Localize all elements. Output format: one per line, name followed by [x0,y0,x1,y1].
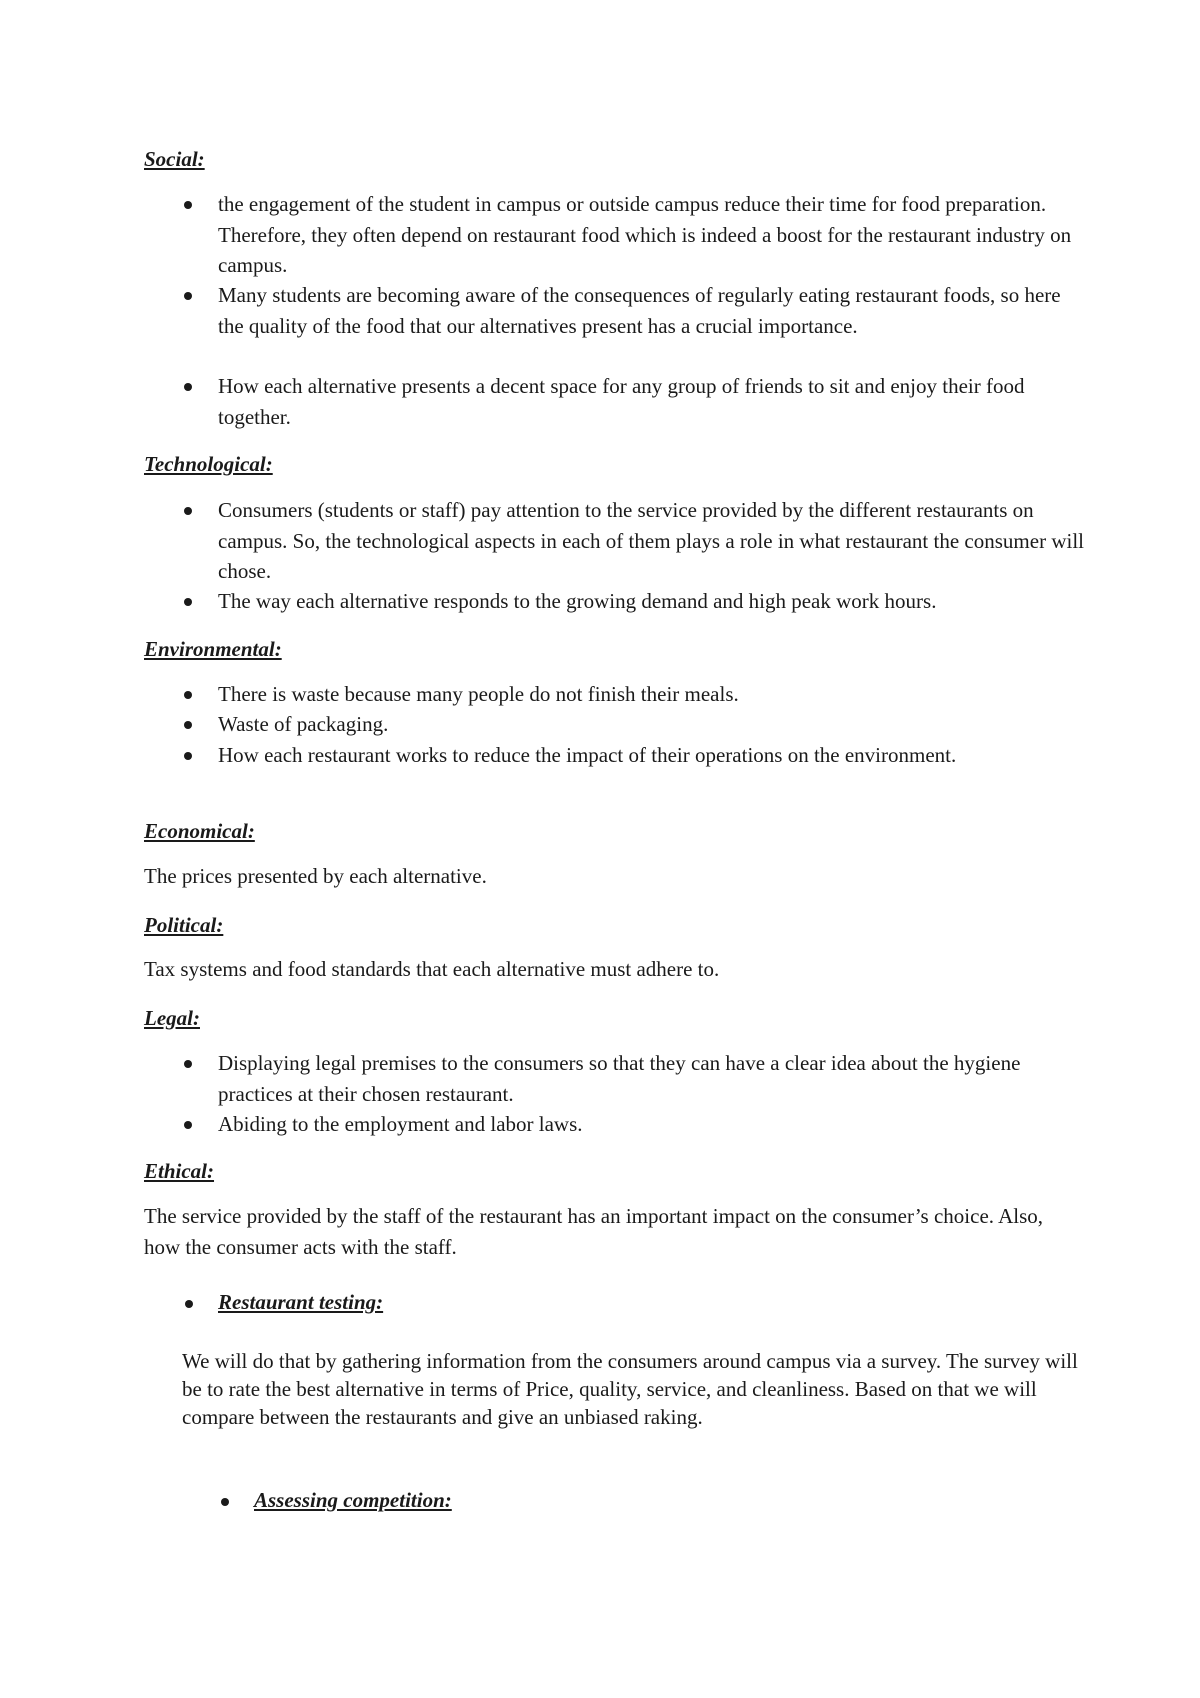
economical-text: The prices presented by each alternative. [144,864,487,888]
environmental-bullet-3: How each restaurant works to reduce the impact of their operations on the environment. [218,743,957,767]
technological-bullet-2: The way each alternative responds to the growing demand and high peak work hours. [218,589,937,613]
bullet-icon [184,1060,192,1068]
restaurant-testing-heading: Restaurant testing: [218,1290,384,1314]
bullet-icon [184,598,192,606]
social-bullet-1: the engagement of the student in campus or outside campus reduce their time for food preparation. Therefore, they often depend on restaurant food which is indeed a boost for the restaurant industry on campus. [218,192,1072,277]
technological-heading: Technological: [144,452,273,476]
restaurant-testing-text: We will do that by gathering information from the consumers around campus via a survey. The survey will be to rate the best alternative in terms of Price, quality, service, and cleanliness. Based on that we will compare between the restaurants and give an unbiased raking. [182,1349,1078,1429]
bullet-icon [184,292,192,300]
bullet-icon [184,752,192,760]
social-bullet-3: How each alternative presents a decent space for any group of friends to sit and enjoy their food together. [218,374,1025,429]
environmental-heading: Environmental: [144,637,282,661]
political-text: Tax systems and food standards that each alternative must adhere to. [144,957,720,981]
environmental-bullet-2: Waste of packaging. [218,712,389,736]
bullet-icon [221,1498,229,1506]
bullet-icon [184,201,192,209]
economical-heading: Economical: [144,819,255,843]
legal-heading: Legal: [144,1006,200,1030]
assessing-competition-heading: Assessing competition: [254,1488,452,1512]
social-bullet-2: Many students are becoming aware of the consequences of regularly eating restaurant foods, so here the quality of the food that our alternatives present has a crucial importance. [218,283,1061,338]
social-heading: Social: [144,147,205,171]
bullet-icon [184,721,192,729]
ethical-text: The service provided by the staff of the restaurant has an important impact on the consumer’s choice. Also, how the consumer acts with the staff. [144,1204,1044,1259]
bullet-icon [184,507,192,515]
bullet-icon [184,691,192,699]
environmental-bullet-1: There is waste because many people do not finish their meals. [218,682,739,706]
legal-bullet-2: Abiding to the employment and labor laws. [218,1112,583,1136]
political-heading: Political: [144,913,224,937]
bullet-icon [185,1300,193,1308]
technological-bullet-1: Consumers (students or staff) pay attention to the service provided by the different restaurants on campus. So, the technological aspects in each of them plays a role in what restaurant the consumer will chose. [218,498,1084,583]
legal-bullet-1: Displaying legal premises to the consumers so that they can have a clear idea about the hygiene practices at their chosen restaurant. [218,1051,1021,1106]
ethical-heading: Ethical: [144,1159,215,1183]
bullet-icon [184,383,192,391]
bullet-icon [184,1121,192,1129]
